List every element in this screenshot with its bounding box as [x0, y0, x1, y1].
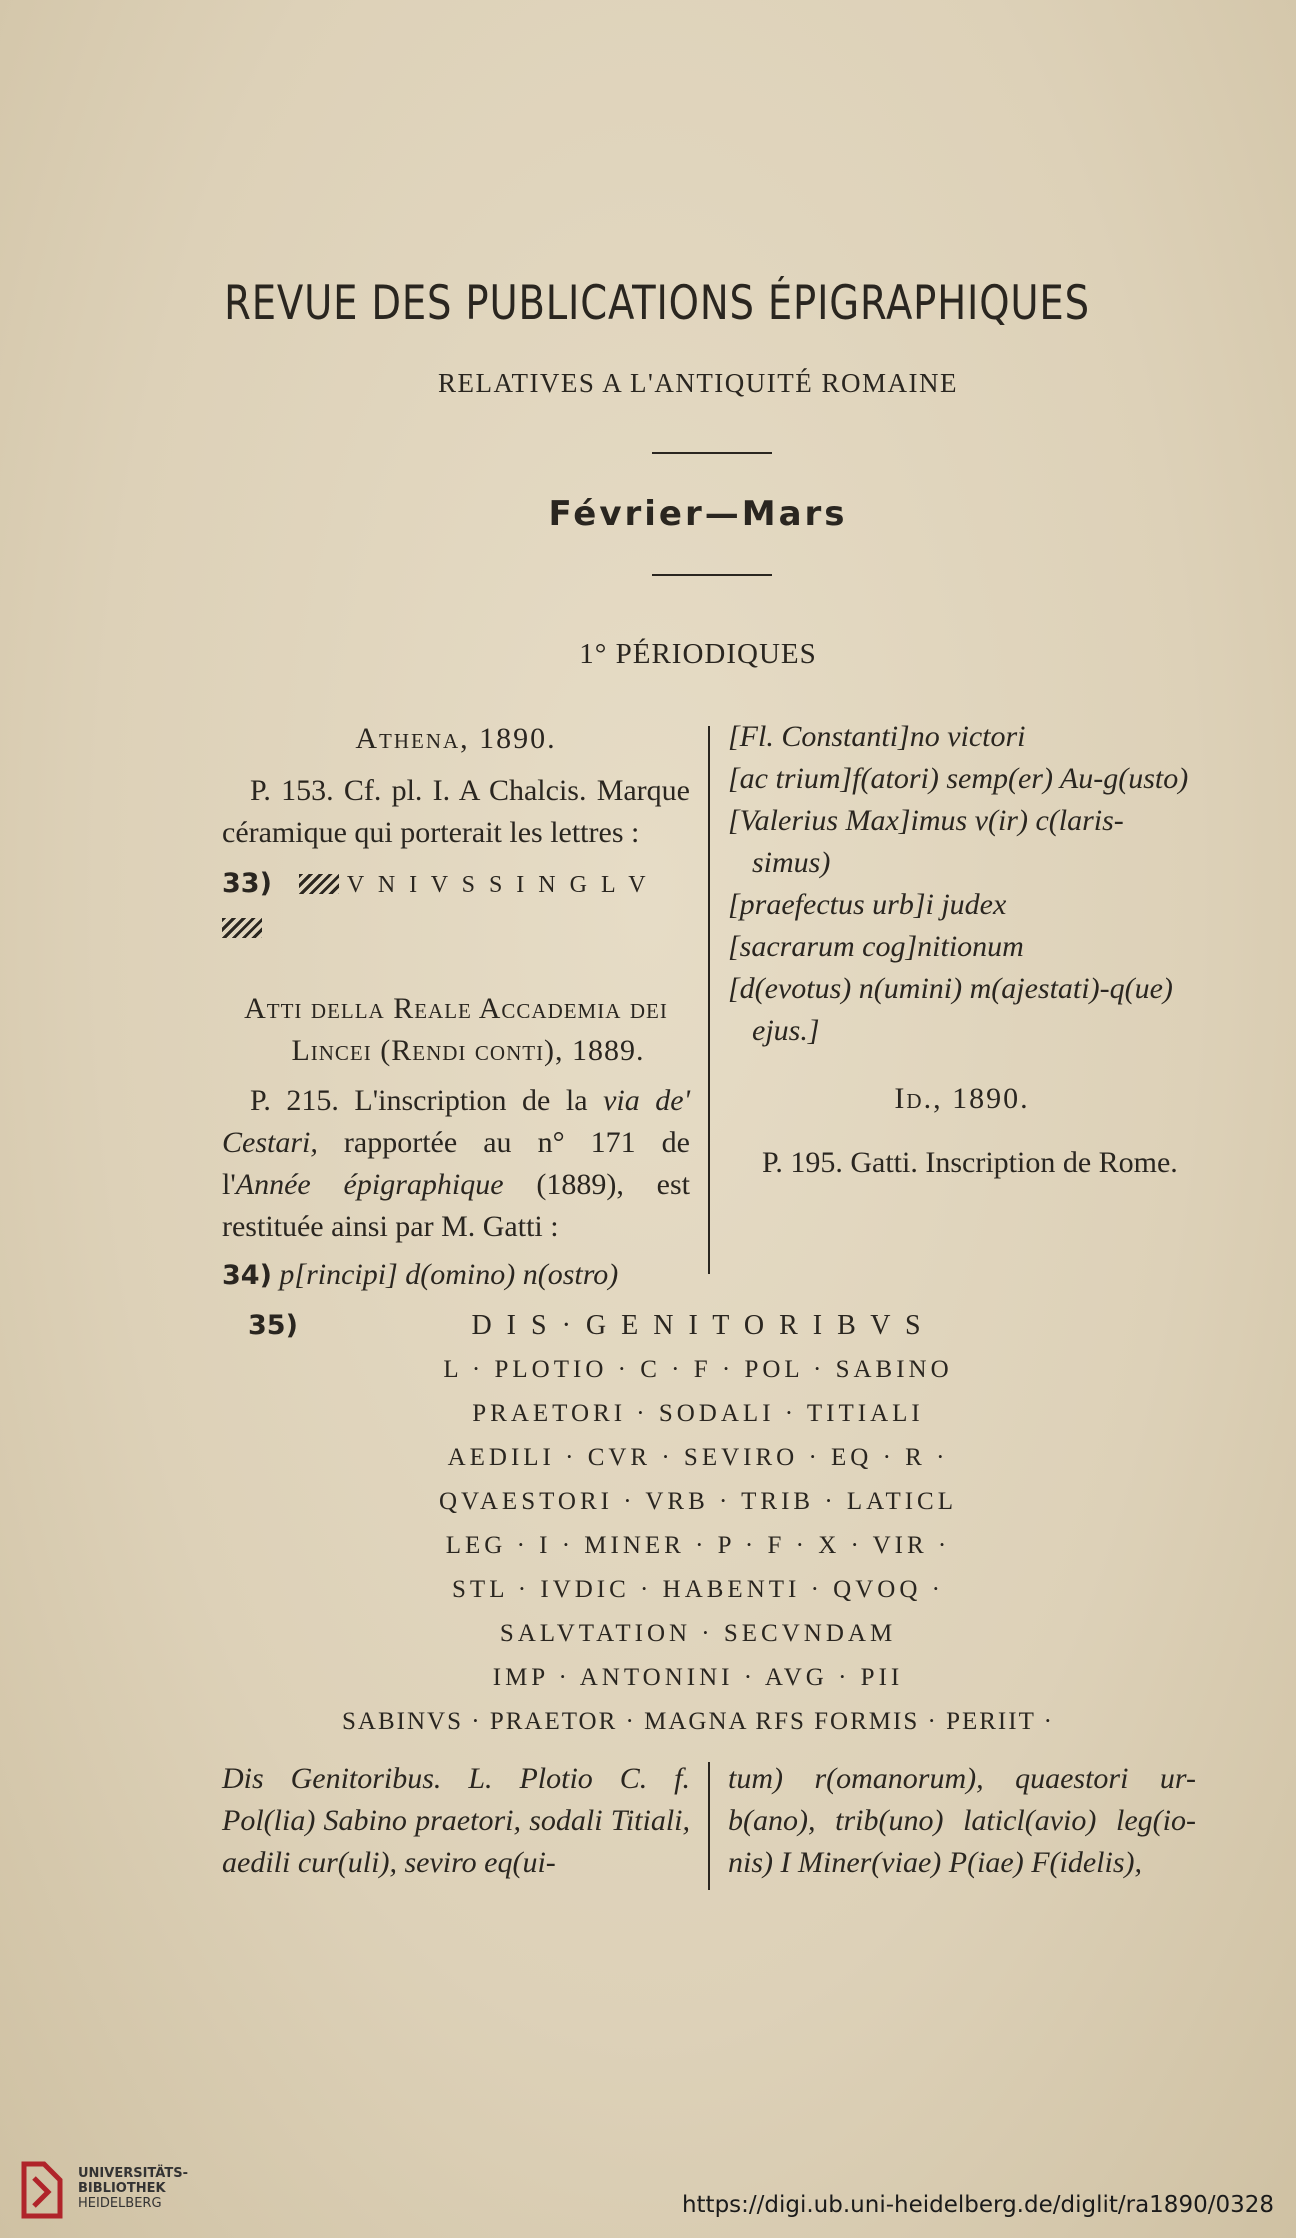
restitution-line: [ac trium]f(atori) semp(er) Au-g(usto): [728, 762, 1189, 795]
bottom-rule: [652, 574, 772, 576]
inscription-line: L · PLOTIO · C · F · POL · SABINO: [443, 1356, 953, 1383]
library-logo-icon: [14, 2160, 70, 2220]
item-35-number: 35): [248, 1310, 298, 1341]
paragraph-atti-mid: rapportée au n° 171 de l': [222, 1126, 690, 1201]
item-33-letters: V N I V S S I N G L V: [346, 872, 650, 898]
library-name-line: HEIDELBERG: [78, 2196, 162, 2211]
inscription-line: PRAETORI · SODALI · TITIALI: [472, 1400, 924, 1427]
right-column-lower: [728, 1078, 1196, 1184]
atti-heading: Atti della Reale Accademia dei Lincei (Rendi conti), 1889.: [244, 992, 668, 1067]
journal-subtitle: RELATIVES A L'ANTIQUITÉ ROMAINE: [437, 368, 959, 398]
library-name: [78, 2166, 188, 2211]
library-name-line: UNIVERSITÄTS-: [78, 2166, 188, 2181]
library-name-line: BIBLIOTHEK: [78, 2181, 166, 2196]
inscription-line: AEDILI · CVR · SEVIRO · EQ · R ·: [447, 1444, 949, 1471]
left-column: [222, 718, 690, 1297]
restitution-line: [d(evotus) n(umini) m(ajestati)-q(ue) ejus.]: [728, 972, 1173, 1047]
restitution-line: [Valerius Max]imus v(ir) c(laris-simus): [728, 804, 1124, 879]
paragraph-atti-italic-1: via de' Cestari,: [222, 1084, 690, 1159]
hatched-mark-icon: [222, 918, 262, 938]
issue-month: Février—Mars: [548, 494, 848, 534]
section-heading: 1° PÉRIODIQUES: [579, 638, 817, 670]
inscription-line: STL · IVDIC · HABENTI · QVOQ ·: [452, 1576, 944, 1603]
top-rule: [652, 452, 772, 454]
item-33-number: 33): [222, 868, 272, 899]
paragraph-atti-start: P. 215. L'inscription de la: [250, 1084, 604, 1117]
column-divider: [708, 726, 710, 1274]
paragraph-athena: P. 153. Cf. pl. I. A Chalcis. Marque céramique qui porterait les lettres :: [222, 774, 690, 849]
restitution-line: [praefectus urb]i judex: [728, 888, 1007, 921]
id-heading: Id., 1890.: [894, 1082, 1030, 1115]
right-column: [728, 716, 1196, 1052]
athena-heading: Athena, 1890.: [355, 722, 557, 755]
inscription-line: SALVTATION · SECVNDAM: [499, 1620, 897, 1647]
inscription-line: IMP · ANTONINI · AVG · PII: [492, 1664, 904, 1691]
paragraph-atti: [222, 1080, 690, 1248]
paragraph-atti-end: (1889), est restituée ainsi par M. Gatti :: [222, 1168, 690, 1243]
item-34-text: p[rincipi] d(omino) n(ostro): [279, 1258, 619, 1291]
transcription-right: tum) r(omanorum), quaestori ur-b(ano), trib(uno) laticl(avio) leg(io-nis) I Miner(viae) P(iae) F(idelis),: [728, 1762, 1196, 1879]
paragraph-atti-italic-2: Année épigraphique: [235, 1168, 504, 1201]
column-divider: [708, 1762, 710, 1890]
inscription-line: QVAESTORI · VRB · TRIB · LATICL: [438, 1488, 957, 1515]
paragraph-id: P. 195. Gatti. Inscription de Rome.: [762, 1146, 1178, 1179]
journal-title: REVUE DES PUBLICATIONS ÉPIGRAPHIQUES: [224, 276, 1090, 331]
inscription-line: LEG · I · MINER · P · F · X · VIR ·: [445, 1532, 951, 1559]
hatched-mark-icon: [299, 874, 339, 894]
item-34: [222, 1254, 690, 1297]
inscription-line: SABINVS · PRAETOR · MAGNA RFS FORMIS · PERIIT ·: [342, 1708, 1054, 1735]
transcription-left: Dis Genitoribus. L. Plotio C. f. Pol(lia) Sabino praetori, sodali Titiali, aedili cur(uli), seviro eq(ui-: [222, 1762, 690, 1879]
source-url-link[interactable]: https://digi.ub.uni-heidelberg.de/diglit/ra1890/0328: [681, 2192, 1274, 2218]
restitution-line: [Fl. Constanti]no victori: [728, 720, 1026, 753]
restitution-line: [sacrarum cog]nitionum: [728, 930, 1024, 963]
item-33: [222, 862, 690, 948]
inscription-line: D I S · G E N I T O R I B V S: [471, 1310, 925, 1341]
item-34-number: 34): [222, 1260, 272, 1291]
